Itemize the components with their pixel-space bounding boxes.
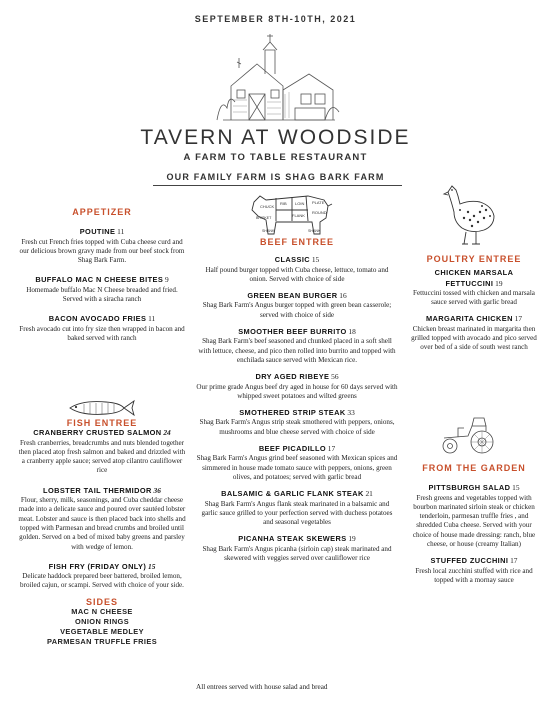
beef-section — [196, 238, 398, 570]
menu-item-strip-steak: SMOTHERED STRIP STEAK 33 Shag Bark Farm's Angus strip steak smothered with peppers, onions, mushrooms and blue cheese served with choice of side — [199, 408, 395, 436]
poultry-section — [410, 255, 538, 360]
cow-label-loin: LOIN — [295, 201, 305, 206]
restaurant-title: TAVERN AT WOODSIDE — [140, 126, 411, 149]
cow-label-shank-front: SHANK — [262, 229, 275, 233]
appetizer-section — [18, 208, 186, 350]
fish-heading: FISH ENTREE — [66, 418, 138, 428]
barn-illustration — [213, 28, 343, 124]
cow-label-rib: RIB — [280, 201, 287, 206]
cow-label-shank-rear: SHANK — [308, 229, 321, 233]
menu-item-lobster-thermidor: LOBSTER TAIL THERMIDOR 36 Flour, sherry, milk, seasonings, and Cuba cheddar cheese made into a delicate sauce and poured over sautéed lobster meat. Lobster and sauce is then placed back into shells and topped with Parmesan and bread crumbs and broiled until golden. Served on a bed of mixed baby greens and parsley with wedge of lemon. — [18, 485, 186, 551]
cow-label-brisket: BRISKET — [256, 216, 272, 220]
menu-item-picanha-skewers: PICANHA STEAK SKEWERS 19 Shag Bark Farm's Angus picanha (sirloin cap) steak marinated and skewered with veggies served over cauliflower rice — [202, 534, 392, 563]
side-item: PARMESAN TRUFFLE FRIES — [46, 637, 158, 647]
menu-item-dry-aged-ribeye: DRY AGED RIBEYE 56 Our prime grade Angus beef dry aged in house for 60 days served with whipped sweet potatoes and wilted greens — [196, 372, 398, 400]
header-divider — [153, 185, 402, 186]
cow-label-flank: FLANK — [292, 213, 305, 218]
menu-item-poutine: POUTINE 11 Fresh cut French fries topped with Cuba cheese curd and our delicious brown gravy made from our beef stock from Shag Bark Farm. — [19, 227, 185, 265]
menu-item-green-bean-burger: GREEN BEAN BURGER 16 Shag Bark Farm's Angus burger topped with green bean casserole; served with choice of side — [202, 291, 392, 319]
menu-date: SEPTEMBER 8TH-10TH, 2021 — [194, 14, 357, 24]
menu-item-bacon-avocado-fries: BACON AVOCADO FRIES 11 Fresh avocado cut into fry size then wrapped in bacon and baked served with ranch — [19, 314, 185, 342]
side-item: ONION RINGS — [74, 617, 130, 627]
beef-heading: BEEF ENTREE — [259, 237, 334, 247]
fish-icon — [66, 398, 136, 418]
cow-label-plate: PLATE — [312, 200, 325, 205]
cow-label-round: ROUND — [312, 210, 327, 215]
chicken-icon — [440, 182, 498, 248]
tractor-icon — [438, 412, 498, 456]
menu-item-beef-burrito: SMOOTHER BEEF BURRITO 18 Shag Bark Farm's beef seasoned and chunked placed in a soft shell with lettuce, cheese, and pico then rolled into burrito and topped with enchilada sauce served with Mexican rice. — [198, 327, 396, 364]
garden-heading: FROM THE GARDEN — [422, 463, 526, 473]
menu-item-stuffed-zucchini: STUFFED ZUCCHINI 17 Fresh local zucchini stuffed with rice and topped with a mornay sauce — [415, 556, 533, 584]
appetizer-heading: APPETIZER — [72, 207, 132, 217]
beef-cuts-icon — [248, 188, 334, 240]
menu-item-flank-steak: BALSAMIC & GARLIC FLANK STEAK 21 Shag Bark Farm's Angus flank steak marinated in a balsamic and garlic sauce grilled to your perfection served with duchess potatoes and seasonal vegetables — [201, 489, 393, 527]
cow-label-chuck: CHUCK — [260, 204, 275, 209]
menu-item-chicken-marsala: CHICKEN MARSALA FETTUCCINI 19 Fettuccini tossed with chicken and marsala sauce served with garlic bread — [413, 268, 535, 307]
menu-item-beef-picadillo: BEEF PICADILLO 17 Shag Bark Farm's Angus grind beef seasoned with Mexican spices and simmered in house made tomato sauce with peppers, onions, green olives, and potatoes; served with garlic bread — [196, 444, 398, 481]
side-item: VEGETABLE MEDLEY — [60, 627, 144, 637]
menu-item-fish-fry: FISH FRY (FRIDAY ONLY) 15 Delicate haddock prepared beer battered, broiled lemon, broiled cajun, or scampi. Served with choice of your side. — [20, 561, 184, 590]
menu-item-classic: CLASSIC 15 Half pound burger topped with Cuba cheese, lettuce, tomato and onion. Served with choice of side — [205, 255, 389, 283]
sides-heading: SIDES — [85, 596, 118, 607]
fish-section — [18, 419, 186, 647]
menu-item-buffalo-mac: BUFFALO MAC N CHEESE BITES 9 Homemade buffalo Mac N Cheese breaded and fried. Served with a siracha ranch — [26, 275, 178, 304]
menu-item-pittsburgh-salad: PITTSBURGH SALAD 15 Fresh greens and vegetables topped with bourbon marinated sirloin steak or chicken tenderloin, parmesan truffle fries , and shredded Cuba cheese. Served with your choice of house made dressing: ranch, blue cheese, or house (creamy Italian) — [412, 483, 536, 549]
garden-section — [410, 464, 538, 592]
menu-item-margarita-chicken: MARGARITA CHICKEN 17 Chicken breast marinated in margarita then grilled topped with avocado and pico served over bed of a side of south west ranch — [411, 314, 537, 352]
footer-note: All entrees served with house salad and bread — [196, 683, 328, 691]
menu-item-cranberry-salmon: CRANBERRY CRUSTED SALMON 24 Fresh cranberries, breadcrumbs and nuts blended together then placed atop fresh salmon and baked and drizzled with a cranberry apple sauce; served atop cilantro cauliflower rice — [18, 428, 186, 475]
restaurant-subtitle: A FARM TO TABLE RESTAURANT — [183, 152, 368, 163]
side-item: MAC N CHEESE — [71, 607, 133, 617]
sides-list — [18, 607, 186, 647]
poultry-heading: POULTRY ENTREE — [426, 254, 522, 264]
farm-tagline: OUR FAMILY FARM IS SHAG BARK FARM — [166, 172, 385, 182]
